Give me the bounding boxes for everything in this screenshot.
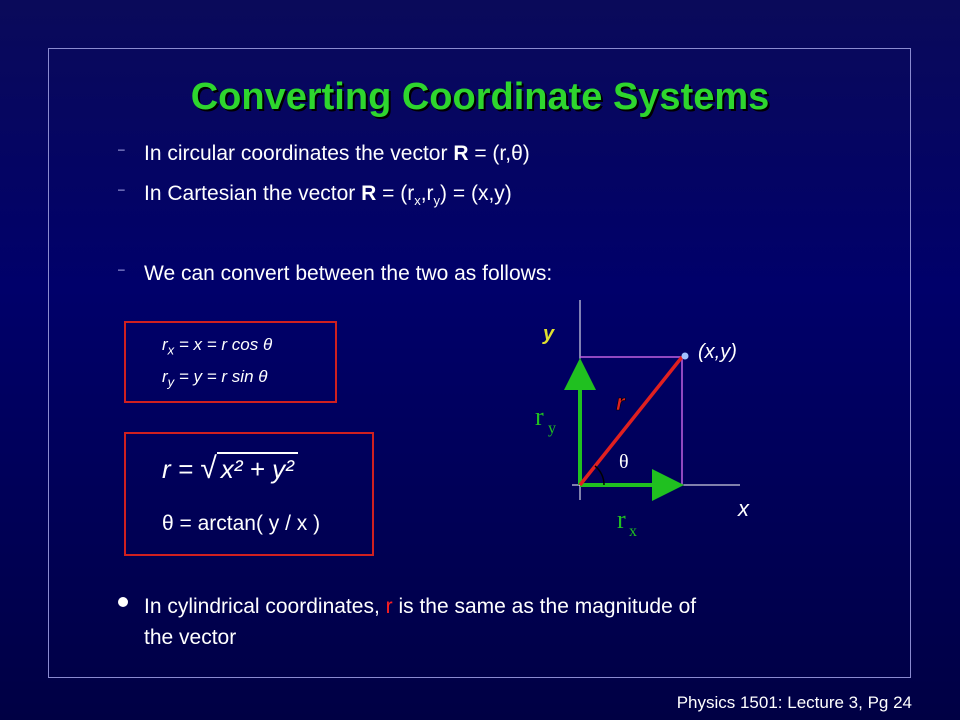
subscript-y: y <box>433 193 441 209</box>
ry-symbol: r <box>162 367 168 386</box>
point-marker <box>682 353 689 360</box>
ry-label-subscript: y <box>548 420 556 437</box>
ry-expression: = y = r sin θ <box>174 367 268 386</box>
rx-symbol: r <box>162 335 168 354</box>
note-text-end: is the same as the magnitude of the vector <box>144 595 697 649</box>
magnitude-rhs: x² + y² <box>217 452 298 484</box>
bullet-text: In Cartesian the vector <box>144 182 362 205</box>
angle-equation: θ = arctan( y / x ) <box>162 512 321 535</box>
vector-symbol: R <box>453 142 469 165</box>
bullet-text-mid2: ,r <box>420 182 434 205</box>
slide-title: Converting Coordinate Systems <box>190 76 770 118</box>
bullet-text-end: ) = (x,y) <box>440 182 512 205</box>
sqrt-icon: √ <box>200 452 217 485</box>
rx-label-subscript: x <box>629 523 637 540</box>
ry-subscript: y <box>167 374 175 390</box>
bullet-text: We can convert between the two as follows: <box>144 262 553 285</box>
bullet-marker: – <box>118 182 125 196</box>
note-text: In cylindrical coordinates, <box>144 595 386 618</box>
y-axis-label: y <box>543 323 555 345</box>
theta-label: θ <box>619 451 629 473</box>
cylindrical-note <box>144 591 704 653</box>
note-highlight: r <box>385 595 393 618</box>
x-axis-label: x <box>738 496 749 521</box>
magnitude-lhs: r = <box>162 454 194 484</box>
vector-symbol: R <box>361 182 377 205</box>
bullet-marker: – <box>118 262 125 276</box>
point-label: (x,y) <box>698 341 737 363</box>
bullet-marker: – <box>118 142 125 156</box>
bullet-text-end: = (r,θ) <box>468 142 530 165</box>
r-label: r <box>616 390 625 415</box>
ry-label: r <box>535 402 544 431</box>
rx-label: r <box>617 505 626 534</box>
slide-footer: Physics 1501: Lecture 3, Pg 24 <box>676 693 912 712</box>
rx-expression: = x = r cos θ <box>174 335 273 354</box>
bullet-dot <box>118 597 128 607</box>
subscript-x: x <box>414 193 421 209</box>
rx-subscript: x <box>167 342 175 358</box>
bullet-text: In circular coordinates the vector <box>144 142 454 165</box>
bullet-text-mid: = (r <box>376 182 415 205</box>
theta-arc <box>595 466 604 485</box>
